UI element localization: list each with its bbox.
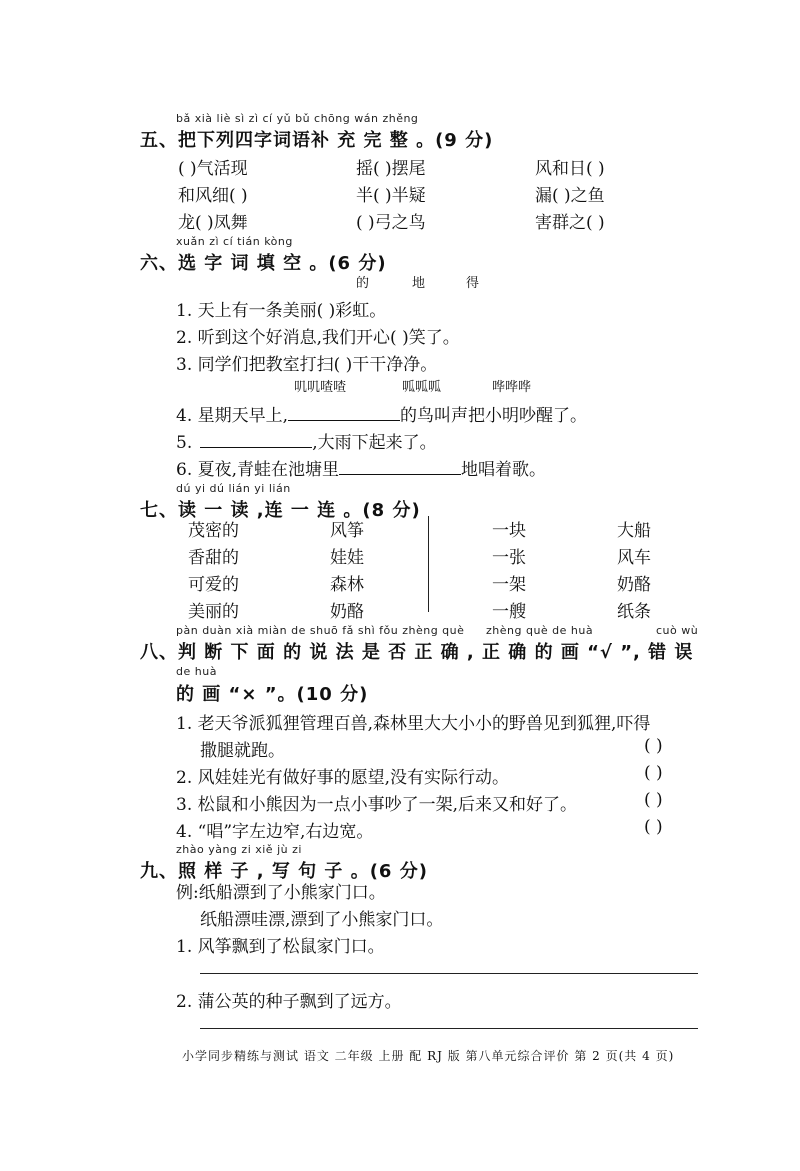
- s8-pinyin-1: pàn duàn xià miàn de shuō fǎ shì fǒu zhèng què: [176, 624, 465, 637]
- s5-r2c2: 半( )半疑: [356, 186, 426, 206]
- s9-example-1: 例:纸船漂到了小熊家门口。: [176, 883, 386, 903]
- s8-item1-cont: 撒腿就跑。: [200, 741, 285, 761]
- s6-word-de: 的: [356, 276, 370, 291]
- s7-lb-3: 森林: [330, 575, 364, 595]
- s8-paren-1[interactable]: ( ): [644, 736, 663, 756]
- s7-la-3: 可爱的: [188, 575, 239, 595]
- s5-r1c3: 风和日( ): [535, 159, 605, 179]
- s6-item5-post: ,大雨下起来了。: [312, 433, 437, 453]
- s6-word-dei: 得: [466, 276, 480, 291]
- s5-r1c2: 摇( )摆尾: [356, 159, 426, 179]
- s5-r3c3: 害群之( ): [535, 213, 605, 233]
- s6-item6-post: 地唱着歌。: [461, 460, 547, 480]
- s7-ra-2: 一张: [492, 548, 526, 568]
- s6-item4-blank[interactable]: [288, 404, 400, 421]
- s7-rb-1: 大船: [617, 521, 651, 541]
- s6-item2: 2. 听到这个好消息,我们开心( )笑了。: [176, 328, 460, 348]
- s6-item4-post: 的鸟叫声把小明吵醒了。: [400, 406, 588, 426]
- s9-pinyin: zhào yàng zi xiě jù zi: [176, 843, 302, 856]
- s5-r2c1: 和风细( ): [178, 186, 248, 206]
- s7-la-1: 茂密的: [188, 521, 239, 541]
- s6-item4-pre: 4. 星期天早上,: [176, 406, 289, 426]
- s6-word-di: 地: [412, 276, 426, 291]
- s9-title: 九、照 样 子 , 写 句 子 。(6 分): [140, 861, 428, 882]
- s8-item3: 3. 松鼠和小熊因为一点小事吵了一架,后来又和好了。: [176, 795, 578, 815]
- s6-item1: 1. 天上有一条美丽( )彩虹。: [176, 301, 387, 321]
- s7-la-4: 美丽的: [188, 602, 239, 622]
- s7-ra-3: 一架: [492, 575, 526, 595]
- s6-pinyin: xuǎn zì cí tián kòng: [176, 235, 293, 248]
- s8-title-1: 八、判 断 下 面 的 说 法 是 否 正 确 , 正 确 的 画 “√ ”, 错 误: [140, 642, 694, 663]
- s6-item5-blank[interactable]: [200, 431, 312, 448]
- s7-divider: [428, 516, 429, 612]
- s7-ra-1: 一块: [492, 521, 526, 541]
- s6-title: 六、选 字 词 填 空 。(6 分): [140, 253, 387, 274]
- s8-pinyin-4: de huà: [176, 665, 217, 678]
- s8-pinyin-3: cuò wù: [656, 624, 699, 637]
- s7-rb-3: 奶酪: [617, 575, 651, 595]
- s5-r3c1: 龙( )凤舞: [178, 213, 248, 233]
- s7-rb-4: 纸条: [617, 602, 651, 622]
- s6-item6-blank[interactable]: [339, 458, 461, 475]
- s7-pinyin: dú yi dú lián yi lián: [176, 482, 291, 495]
- s8-title-2: 的 画 “× ”。(10 分): [176, 684, 369, 705]
- s8-paren-2[interactable]: ( ): [644, 763, 663, 783]
- s6-item5-pre: 5.: [176, 433, 193, 453]
- s6-word-jjzz: 叽叽喳喳: [294, 380, 347, 395]
- s9-item1: 1. 风筝飘到了松鼠家门口。: [176, 937, 385, 957]
- s5-title: 五、把下列四字词语补 充 完 整 。(9 分): [140, 130, 494, 151]
- s6-word-ggg: 呱呱呱: [402, 380, 442, 395]
- s5-r1c1: ( )气活现: [178, 159, 248, 179]
- s7-ra-4: 一艘: [492, 602, 526, 622]
- s7-rb-2: 风车: [617, 548, 651, 568]
- s5-r3c2: ( )弓之鸟: [356, 213, 426, 233]
- s6-item4: [176, 401, 587, 426]
- s7-lb-2: 娃娃: [330, 548, 364, 568]
- s8-item1: 1. 老天爷派狐狸管理百兽,森林里大大小小的野兽见到狐狸,吓得: [176, 714, 651, 734]
- s6-item6: [176, 455, 546, 480]
- s8-item2: 2. 风娃娃光有做好事的愿望,没有实际行动。: [176, 768, 510, 788]
- s7-lb-1: 风筝: [330, 521, 364, 541]
- s6-word-hhh: 哗哗哗: [492, 380, 532, 395]
- s5-pinyin: bǎ xià liè sì zì cí yǔ bǔ chōng wán zhěng: [176, 112, 419, 125]
- s6-item5: [176, 428, 437, 453]
- s9-item2: 2. 蒲公英的种子飘到了远方。: [176, 992, 402, 1012]
- s9-example-2: 纸船漂哇漂,漂到了小熊家门口。: [200, 910, 444, 930]
- s9-answer-line-1[interactable]: [200, 973, 698, 974]
- s8-item4: 4. “唱”字左边窄,右边宽。: [176, 822, 374, 842]
- page-footer: 小学同步精练与测试 语文 二年级 上册 配 RJ 版 第八单元综合评价 第 2 页(共 4 页): [182, 1049, 675, 1063]
- s5-r2c3: 漏( )之鱼: [535, 186, 605, 206]
- s8-paren-3[interactable]: ( ): [644, 790, 663, 810]
- s7-lb-4: 奶酪: [330, 602, 364, 622]
- s8-paren-4[interactable]: ( ): [644, 817, 663, 837]
- s8-pinyin-2: zhèng què de huà: [486, 624, 594, 637]
- s7-title: 七、读 一 读 ,连 一 连 。(8 分): [140, 500, 421, 521]
- s6-item6-pre: 6. 夏夜,青蛙在池塘里: [176, 460, 340, 480]
- s7-la-2: 香甜的: [188, 548, 239, 568]
- s6-item3: 3. 同学们把教室打扫( )干干净净。: [176, 355, 438, 375]
- s9-answer-line-2[interactable]: [200, 1028, 698, 1029]
